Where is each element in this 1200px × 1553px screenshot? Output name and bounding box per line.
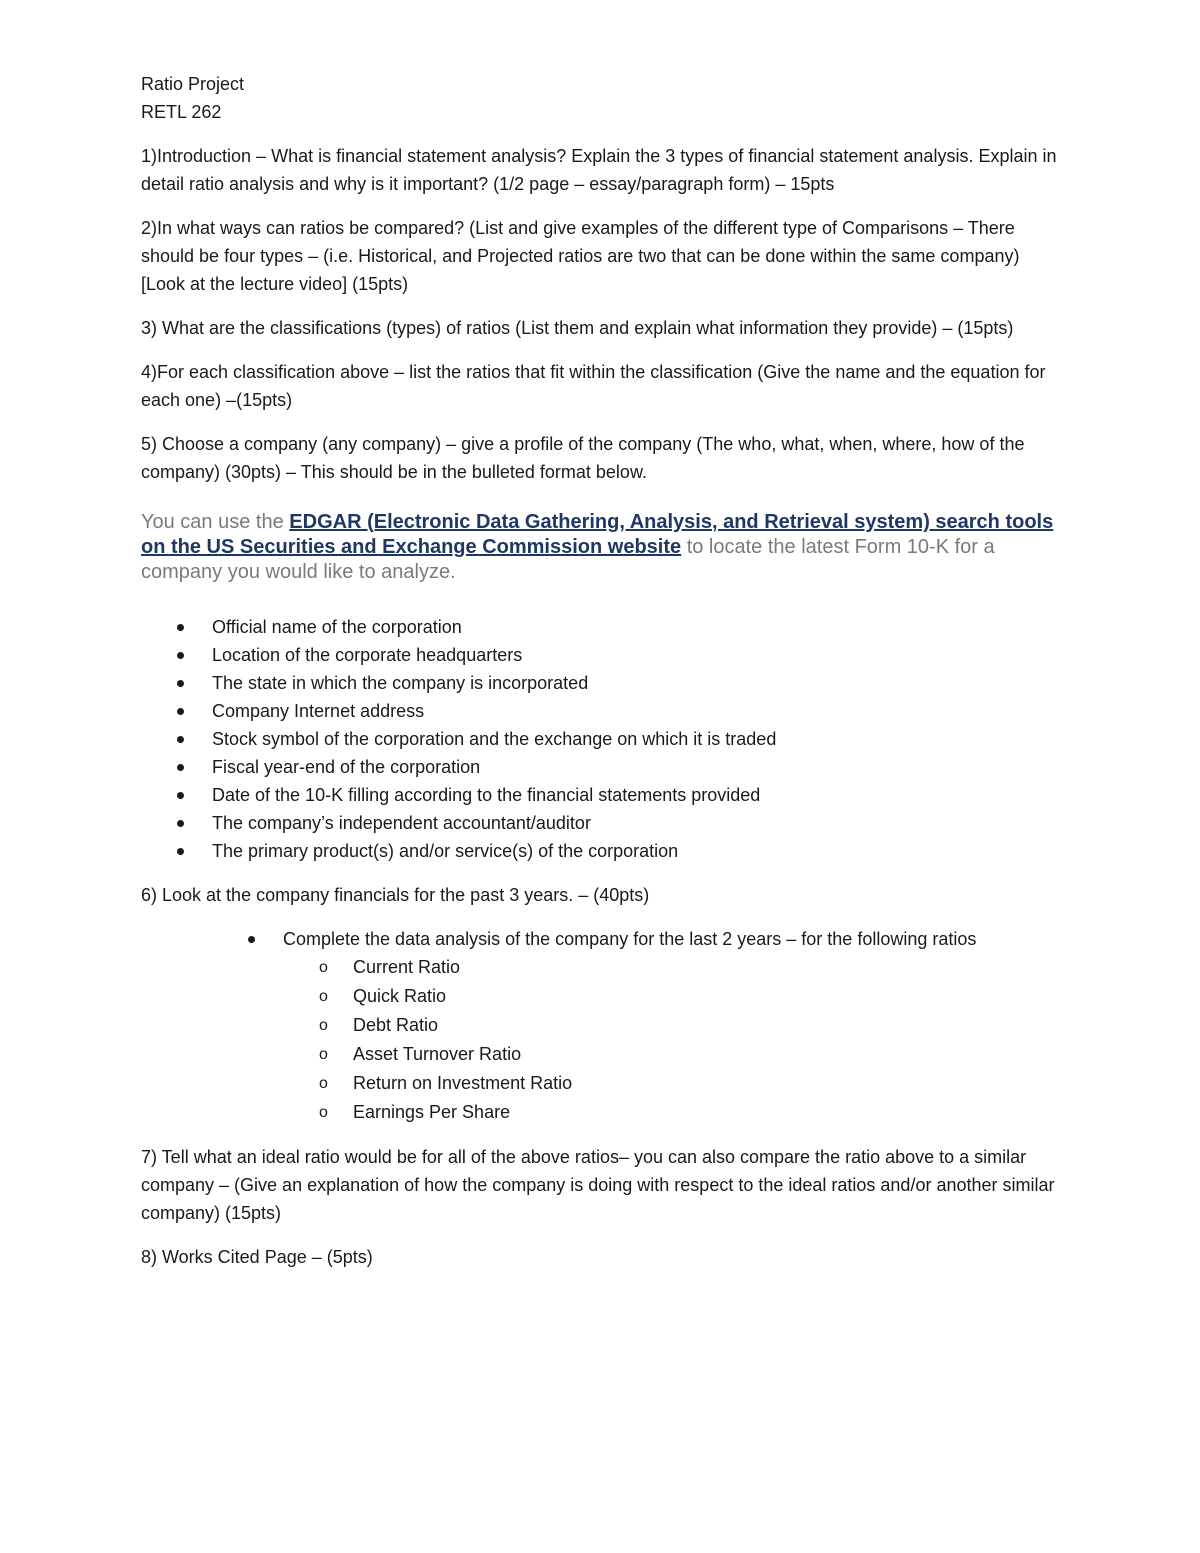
ratio-list (141, 953, 1066, 1127)
list-item (141, 613, 1066, 641)
circle-bullet-icon: o (319, 988, 328, 1005)
list-item (141, 953, 1066, 982)
analysis-bullet-label: Complete the data analysis of the company for the last 2 years – for the following ratios (283, 929, 977, 949)
circle-bullet-icon: o (319, 1046, 328, 1063)
ratio-label: Earnings Per Share (353, 1102, 511, 1122)
document-page (141, 70, 1066, 1271)
edgar-note-prefix: You can use the (141, 511, 290, 533)
analysis-section (141, 925, 1066, 1127)
list-item (141, 1040, 1066, 1069)
bullet-icon (248, 936, 255, 943)
edgar-link[interactable]: EDGAR (Electronic Data Gathering, Analysis, and Retrieval system) search tools on the US Securities and Exchange Commission website (141, 511, 1054, 558)
profile-item-label: The primary product(s) and/or service(s) of the corporation (212, 841, 679, 861)
bullet-icon (177, 708, 184, 715)
course-code: RETL 262 (141, 102, 222, 122)
list-item (141, 1011, 1066, 1040)
question-5: 5) Choose a company (any company) – give a profile of the company (The who, what, when, where, how of the company) (30pts) – This should be in the bulleted format below. (141, 434, 1025, 482)
list-item (141, 697, 1066, 725)
list-item (141, 725, 1066, 753)
profile-item-label: Fiscal year-end of the corporation (212, 757, 481, 777)
profile-item-label: Company Internet address (212, 701, 425, 721)
circle-bullet-icon: o (319, 1017, 328, 1034)
bullet-icon (177, 652, 184, 659)
ratio-label: Current Ratio (353, 957, 461, 977)
profile-list (141, 613, 1066, 865)
document-title: Ratio Project (141, 74, 245, 94)
edgar-note (141, 510, 1066, 585)
list-item (141, 837, 1066, 865)
profile-item-label: The company’s independent accountant/auditor (212, 813, 591, 833)
bullet-icon (177, 680, 184, 687)
circle-bullet-icon: o (319, 1075, 328, 1092)
circle-bullet-icon: o (319, 1104, 328, 1121)
circle-bullet-icon: o (319, 959, 328, 976)
profile-item-label: Location of the corporate headquarters (212, 645, 523, 665)
bullet-icon (177, 792, 184, 799)
bullet-icon (177, 736, 184, 743)
list-item (141, 753, 1066, 781)
question-1: 1)Introduction – What is financial statement analysis? Explain the 3 types of financial statement analysis. Explain in detail ratio analysis and why is it important? (1/2 page – essay/paragraph form) – 15pts (141, 146, 1057, 194)
profile-item-label: Stock symbol of the corporation and the exchange on which it is traded (212, 729, 777, 749)
profile-item-label: Date of the 10-K filling according to the financial statements provided (212, 785, 761, 805)
bullet-icon (177, 820, 184, 827)
list-item (141, 982, 1066, 1011)
list-item (141, 1098, 1066, 1127)
question-6: 6) Look at the company financials for the past 3 years. – (40pts) (141, 885, 650, 905)
list-item (141, 781, 1066, 809)
ratio-label: Debt Ratio (353, 1015, 439, 1035)
list-item (141, 1069, 1066, 1098)
bullet-icon (177, 764, 184, 771)
list-item (141, 669, 1066, 697)
question-8: 8) Works Cited Page – (5pts) (141, 1247, 373, 1267)
list-item (141, 809, 1066, 837)
profile-item-label: Official name of the corporation (212, 617, 462, 637)
bullet-icon (177, 624, 184, 631)
ratio-label: Asset Turnover Ratio (353, 1044, 522, 1064)
bullet-icon (177, 848, 184, 855)
ratio-label: Quick Ratio (353, 986, 447, 1006)
question-3: 3) What are the classifications (types) of ratios (List them and explain what information they provide) – (15pts) (141, 318, 1014, 338)
list-item (141, 641, 1066, 669)
question-7: 7) Tell what an ideal ratio would be for all of the above ratios– you can also compare the ratio above to a similar company – (Give an explanation of how the company is doing with respect to the ideal ratios and/or another similar company) (15pts) (141, 1147, 1055, 1223)
question-4: 4)For each classification above – list the ratios that fit within the classification (Give the name and the equation for each one) –(15pts) (141, 362, 1046, 410)
ratio-label: Return on Investment Ratio (353, 1073, 573, 1093)
question-2: 2)In what ways can ratios be compared? (List and give examples of the different type of Comparisons – There should be four types – (i.e. Historical, and Projected ratios are two that can be done within the same company) [Look at the lecture video] (15pts) (141, 218, 1020, 294)
analysis-bullet (141, 925, 1066, 953)
profile-item-label: The state in which the company is incorporated (212, 673, 589, 693)
edgar-note-suffix: to locate the latest Form 10-K for a company you would like to analyze. (141, 536, 995, 583)
